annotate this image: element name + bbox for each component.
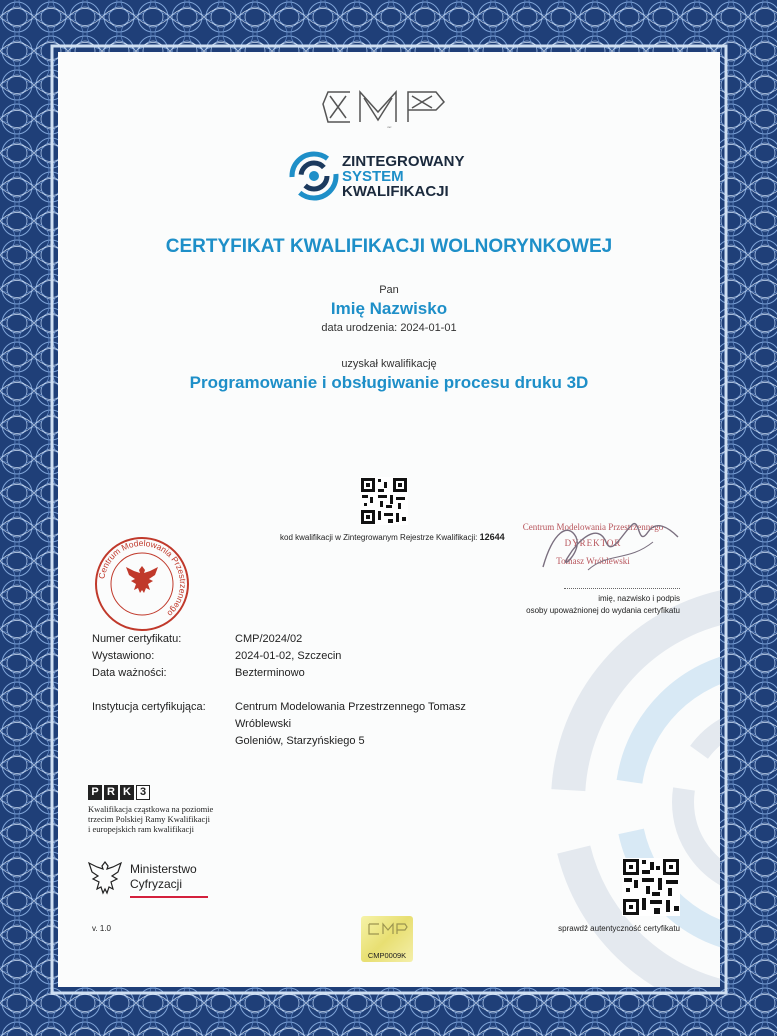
hologram-code: CMP0009K <box>367 951 407 960</box>
zsk-line3: KWALIFIKACJI <box>342 183 449 200</box>
institution-label: Instytucja certyfikująca: <box>92 701 206 713</box>
registry-code-value: 12644 <box>479 532 505 542</box>
recipient-name: Imię Nazwisko <box>330 299 448 318</box>
hologram-sticker <box>361 916 413 962</box>
number-label: Numer certyfikatu: <box>92 633 182 645</box>
ministry-line1: Ministerstwo <box>130 862 197 876</box>
prk-description <box>88 804 213 834</box>
zsk-logo-text <box>342 154 465 199</box>
registry-qr-code <box>360 477 408 525</box>
ministry-line2: Cyfryzacji <box>130 877 183 891</box>
certificate-title: CERTYFIKAT KWALIFIKACJI WOLNORYNKOWEJ <box>165 236 613 257</box>
prk-line1: Kwalifikacja cząstkowa na poziomie <box>88 804 214 814</box>
signature-caption-line1: imię, nazwisko i podpis <box>598 594 680 603</box>
institution-seal <box>94 536 190 632</box>
signature-line <box>564 588 680 589</box>
issued-value: 2024-01-02, Szczecin <box>235 650 342 662</box>
registry-code-label: kod kwalifikacji w Zintegrowanym Rejestrze Kwalifikacji: <box>280 533 478 542</box>
institution-line3: Goleniów, Starzyńskiego 5 <box>235 735 365 747</box>
signature-caption <box>498 593 680 617</box>
qualification-name: Programowanie i obsługiwanie procesu druku 3D <box>189 373 589 392</box>
zsk-line1: ZINTEGROWANY <box>342 153 465 170</box>
hologram-cmp-icon <box>361 916 413 940</box>
certificate-sheet <box>58 52 720 987</box>
prk-badge <box>88 785 150 800</box>
cmp-logo <box>320 84 454 130</box>
verify-qr-code <box>622 858 680 916</box>
prk-letter-k: K <box>120 785 134 800</box>
registry-code-line <box>280 532 505 542</box>
birth-date-value: 2024-01-01 <box>400 322 457 334</box>
cmp-logo-text: CMP <box>387 127 392 129</box>
prk-letter-p: P <box>88 785 102 800</box>
institution-line2: Wróblewski <box>235 718 292 730</box>
eagle-icon <box>126 566 158 593</box>
validity-label: Data ważności: <box>92 667 167 679</box>
number-value: CMP/2024/02 <box>235 633 303 645</box>
acquired-label: uzyskał kwalifikację <box>341 358 437 370</box>
institution-value <box>235 699 495 750</box>
zsk-logo-icon <box>288 150 340 202</box>
stamp-line2: DYREKTOR <box>564 538 622 548</box>
signature-caption-line2: osoby upoważnionej do wydania certyfikatu <box>526 606 680 615</box>
prk-letter-r: R <box>104 785 118 800</box>
prk-level: 3 <box>136 785 150 800</box>
issued-label: Wystawiono: <box>92 650 155 662</box>
version-label: v. 1.0 <box>92 924 111 933</box>
salutation: Pan <box>379 284 399 296</box>
seal-text: Centrum Modelowania Przestrzennego <box>96 537 189 619</box>
ministry-eagle-icon <box>86 858 124 900</box>
birth-date-label: data urodzenia: <box>321 322 398 334</box>
zsk-line2: SYSTEM <box>342 168 404 185</box>
verify-label: sprawdź autentyczność certyfikatu <box>558 924 680 933</box>
ministry-flag-stripe <box>130 894 208 898</box>
handwritten-signature <box>528 512 688 582</box>
prk-line2: trzecim Polskiej Ramy Kwalifikacji <box>88 814 211 824</box>
stamp-line1: Centrum Modelowania Przestrzennego <box>522 522 664 532</box>
stamp-line3: Tomasz Wróblewski <box>556 556 630 566</box>
validity-value: Bezterminowo <box>235 667 305 679</box>
birth-date <box>58 322 720 334</box>
institution-line1: Centrum Modelowania Przestrzennego Tomasz <box>235 701 466 713</box>
ministry-name <box>130 862 197 892</box>
prk-line3: i europejskich ram kwalifikacji <box>88 824 194 834</box>
